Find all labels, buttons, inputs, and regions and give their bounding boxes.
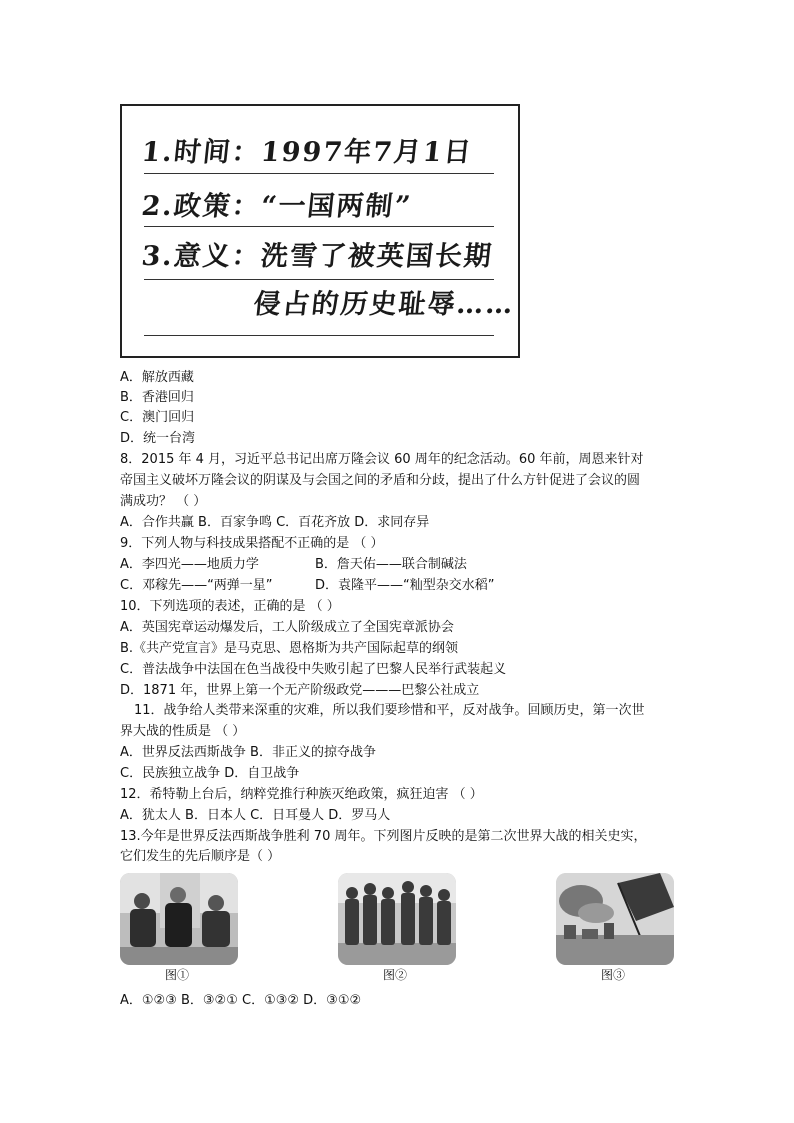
- q8-stem-line3: 满成功？ （ ）: [120, 494, 207, 509]
- q8-options: A．合作共赢 B．百家争鸣 C．百花齐放 D．求同存异: [120, 515, 430, 530]
- q7-option-b: B．香港回归: [120, 390, 194, 405]
- photo-1-conference: [120, 873, 238, 965]
- photo-2-caption: 图②: [383, 968, 408, 982]
- q10-stem: 10．下列选项的表述，正确的是 （ ）: [120, 599, 340, 614]
- q12-options: A．犹太人 B．日本人 C．日耳曼人 D．罗马人: [120, 808, 391, 823]
- q12-stem: 12．希特勒上台后，纳粹党推行种族灭绝政策，疯狂迫害 （ ）: [120, 787, 483, 802]
- note-rule: [144, 335, 494, 336]
- q9-option-a: A．李四光——地质力学: [120, 557, 259, 572]
- note-line-significance-cont: 侵占的历史耻辱……: [252, 289, 517, 320]
- q11-options-line1: A．世界反法西斯战争 B．非正义的掠夺战争: [120, 745, 376, 760]
- note-line-time: 1.时间：1997年7月1日: [140, 137, 475, 168]
- q9-stem: 9．下列人物与科技成果搭配不正确的是 （ ）: [120, 536, 384, 551]
- q7-option-c: C．澳门回归: [120, 410, 195, 425]
- q10-option-d: D．1871 年，世界上第一个无产阶级政党———巴黎公社成立: [120, 683, 480, 698]
- photo-1-caption: 图①: [165, 968, 190, 982]
- q9-option-c: C．邓稼先——“两弹一星”: [120, 578, 273, 593]
- q9-option-d: D．袁隆平——“籼型杂交水稻”: [315, 578, 495, 593]
- q7-option-a: A．解放西藏: [120, 370, 194, 385]
- note-line-policy: 2.政策：“一国两制”: [140, 191, 414, 222]
- q13-stem-line2: 它们发生的先后顺序是（ ）: [120, 849, 281, 864]
- note-rule: [144, 279, 494, 280]
- photo-2-soldiers: [338, 873, 456, 965]
- handwritten-note-image: [120, 104, 520, 358]
- q11-options-line2: C．民族独立战争 D．自卫战争: [120, 766, 300, 781]
- q11-stem-line2: 界大战的性质是 （ ）: [120, 724, 246, 739]
- q13-options: A．①②③ B．③②① C．①③② D．③①②: [120, 993, 362, 1008]
- q11-stem-line1: 11．战争给人类带来深重的灾难，所以我们要珍惜和平，反对战争。回顾历史，第一次世: [134, 703, 645, 718]
- q7-option-d: D．统一台湾: [120, 431, 196, 446]
- q10-option-b: B.《共产党宣言》是马克思、恩格斯为共产国际起草的纲领: [120, 641, 459, 656]
- photo-3-caption: 图③: [601, 968, 626, 982]
- q8-stem-line1: 8．2015 年 4 月，习近平总书记出席万隆会议 60 周年的纪念活动。60 年前，周恩来针对: [120, 452, 644, 467]
- q8-stem-line2: 帝国主义破坏万隆会议的阴谋及与会国之间的矛盾和分歧，提出了什么方针促进了会议的圆: [120, 473, 641, 488]
- q10-option-a: A．英国宪章运动爆发后，工人阶级成立了全国宪章派协会: [120, 620, 454, 635]
- q9-option-b: B．詹天佑——联合制碱法: [315, 557, 467, 572]
- photo-3-flag-city: [556, 873, 674, 965]
- q13-stem-line1: 13.今年是世界反法西斯战争胜利 70 周年。下列图片反映的是第二次世界大战的相关史实，: [120, 829, 647, 844]
- note-line-significance: 3.意义：洗雪了被英国长期: [140, 241, 495, 272]
- note-rule: [144, 173, 494, 174]
- note-rule: [144, 226, 494, 227]
- q10-option-c: C．普法战争中法国在色当战役中失败引起了巴黎人民举行武装起义: [120, 662, 507, 677]
